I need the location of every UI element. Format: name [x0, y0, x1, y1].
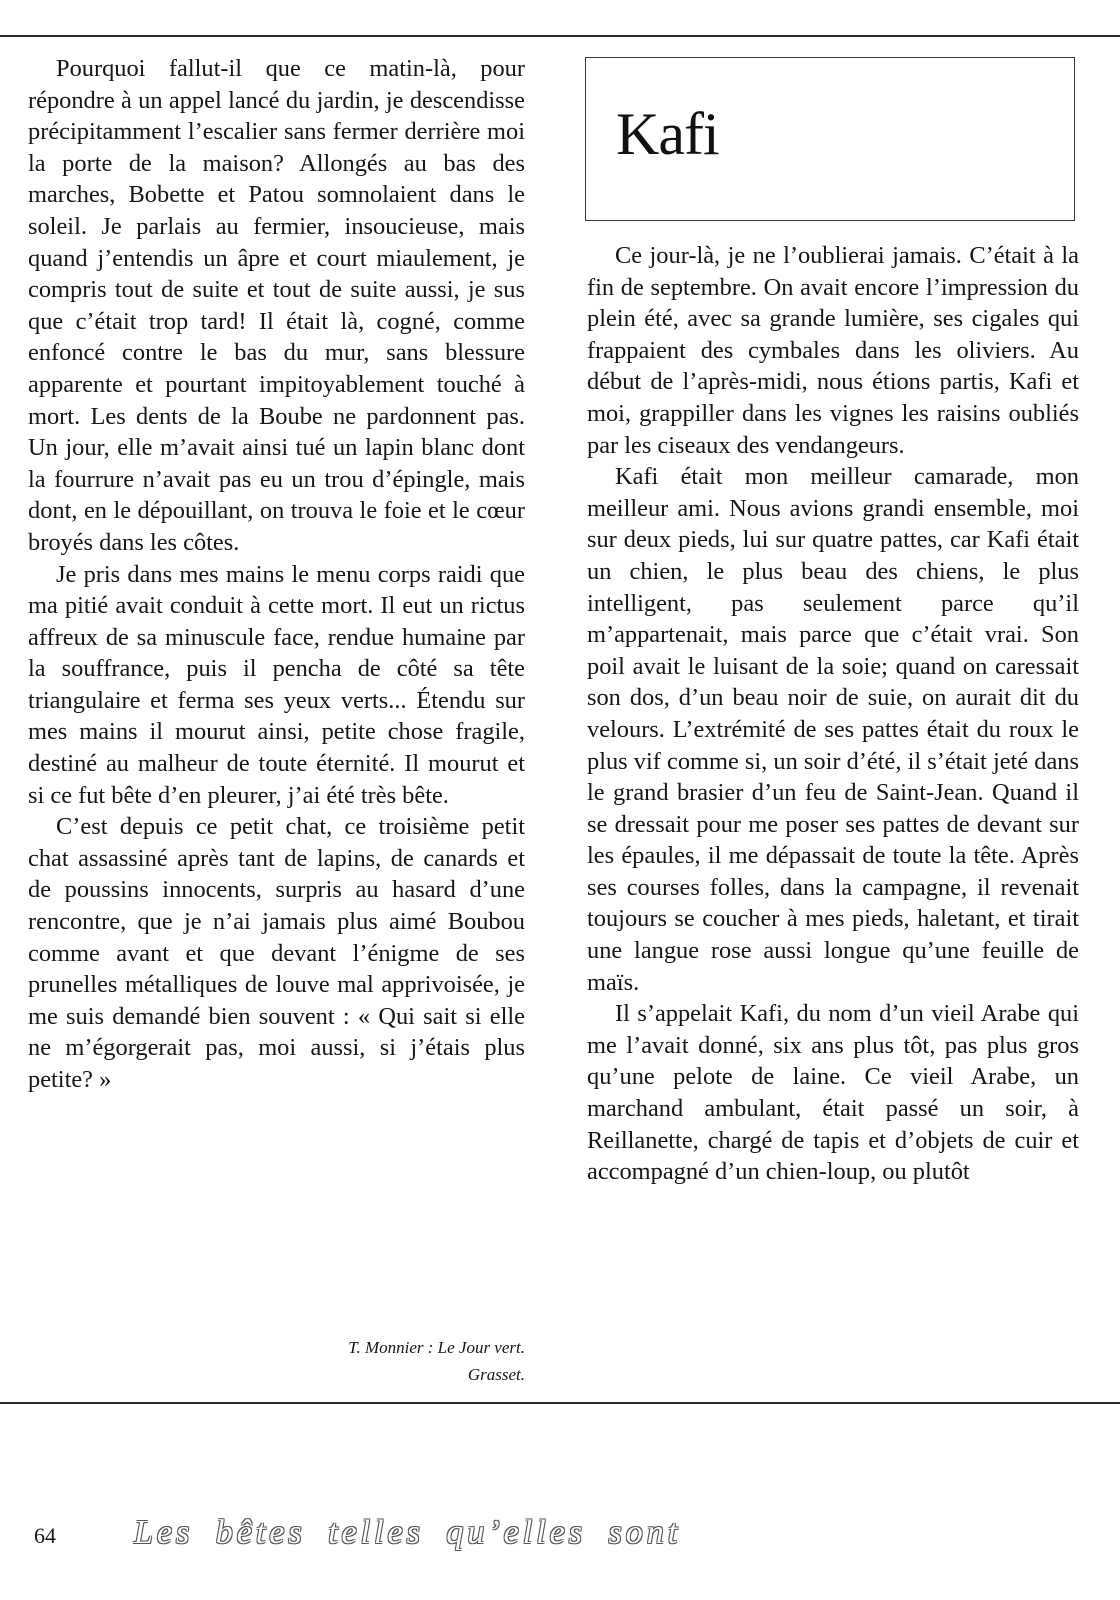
page-number: 64 [34, 1523, 56, 1548]
left-paragraph-1: Pourquoi fallut-il que ce matin-là, pour répondre à un appel lancé du jardin, je descendisse précipitamment l’escalier sans fermer derrière moi la porte de la maison? Allongés au bas des marches, Bobette et Patou somnolaient dans le soleil. Je parlais au fermier, insoucieuse, mais quand j’entendis un âpre et court miaulement, je compris tout de suite et tout de suite aussi, je sus que c’était trop tard! Il était là, cogné, comme enfoncé contre le bas du mur, sans blessure apparente et pourtant impitoyablement touché à mort. Les dents de la Boube ne pardonnent pas. Un jour, elle m’avait ainsi tué un lapin blanc dont la fourrure n’avait pas eu un trou d’épingle, mais dont, en le dépouillant, on trouva le foie et le cœur broyés dans les côtes. [28, 55, 525, 556]
source-citation [28, 1334, 525, 1388]
bottom-rule [0, 1402, 1120, 1404]
right-paragraph-3: Il s’appelait Kafi, du nom d’un vieil Arabe qui me l’avait donné, six ans plus tôt, pas plus gros qu’une pelote de laine. Ce vieil Arabe, un marchand ambulant, était passé un soir, à Reillanette, chargé de tapis et d’objets de cuir et accompagné d’un chien-loup, ou plutôt [587, 1000, 1079, 1186]
right-column [587, 240, 1079, 1188]
top-rule [0, 35, 1120, 37]
right-paragraph-2: Kafi était mon meilleur camarade, mon meilleur ami. Nous avions grandi ensemble, moi sur deux pieds, lui sur quatre pattes, car Kafi était un chien, le plus beau des chiens, le plus intelligent, pas seulement parce qu’il m’appartenait, mais parce que c’était vrai. Son poil avait le luisant de la soie; quand on caressait son dos, d’un beau noir de suie, on aurait dit du velours. L’extrémité de ses pattes était du roux le plus vif comme si, un soir d’été, il s’était jeté dans le grand brasier d’un feu de Saint-Jean. Quand il se dressait pour me poser ses pattes de devant sur les épaules, il me dépassait de toute la tête. Après ses courses folles, dans la campagne, il revenait toujours se coucher à mes pieds, haletant, et tirait une langue rose aussi longue qu’une feuille de maïs. [587, 463, 1079, 996]
left-paragraph-3: C’est depuis ce petit chat, ce troisième petit chat assassiné après tant de lapins, de canards et de poussins innocents, surpris au hasard d’une rencontre, que je n’ai jamais plus aimé Boubou comme avant et que devant l’énigme de ses prunelles métalliques de louve mal apprivoisée, je me suis demandé bien souvent : « Qui sait si elle ne m’égorgerait pas, moi aussi, si j’étais plus petite? » [28, 813, 525, 1093]
title-box [585, 57, 1075, 221]
article-title: Kafi [616, 101, 719, 167]
left-paragraph-2: Je pris dans mes mains le menu corps raidi que ma pitié avait conduit à cette mort. Il eut un rictus affreux de sa minuscule face, rendue humaine par la souffrance, puis il pencha de côté sa tête triangulaire et ferma ses yeux verts... Étendu sur mes mains il mourut ainsi, petite chose fragile, destiné au malheur de toute éternité. Il mourut et si ce fut bête d’en pleurer, j’ai été très bête. [28, 560, 525, 809]
source-author-title: T. Monnier : Le Jour vert. [348, 1338, 525, 1357]
source-publisher: Grasset. [467, 1365, 525, 1384]
left-column [28, 53, 525, 1096]
right-paragraph-1: Ce jour-là, je ne l’oublierai jamais. C’était à la fin de septembre. On avait encore l’impression du plein été, avec sa grande lumière, ses cigales qui frappaient des cymbales dans les oliviers. Au début de l’après-midi, nous étions partis, Kafi et moi, grappiller dans les vignes les raisins oubliés par les ciseaux des vendangeurs. [587, 242, 1079, 459]
running-head: Les bêtes telles qu’elles sont [134, 1514, 682, 1551]
